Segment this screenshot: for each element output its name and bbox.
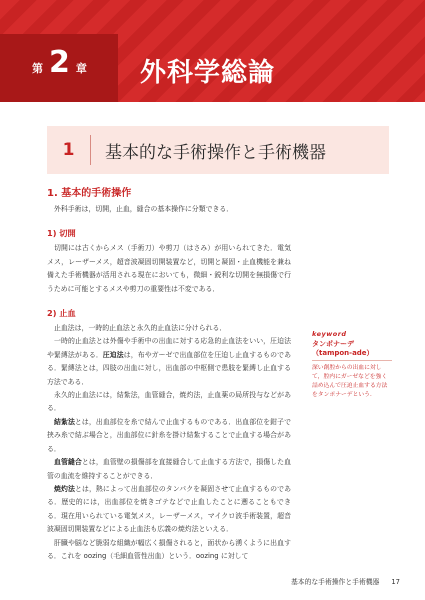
vessel-suture-paragraph bbox=[47, 456, 291, 483]
compression-text: は，布やガーゼで出血部位を圧迫し止血するものである．緊縛法とは，四肢の出血に対し，出血部の中枢側で患肢を緊縛し止血する方法である． bbox=[47, 350, 291, 386]
subheading-incision: 1) 切開 bbox=[47, 228, 76, 239]
ligation-paragraph bbox=[47, 416, 291, 456]
section-number: 1 bbox=[47, 135, 91, 165]
keyword-description: 深い創腔からの出血に対して，腔内にガーゼなどを強く詰め込んで圧迫止血する方法をタンポナーデという． bbox=[312, 365, 388, 398]
chapter-suffix: 章 bbox=[75, 62, 87, 75]
heading-basic-operations: 1. 基本的手術操作 bbox=[47, 188, 132, 199]
ligation-text: とは，出血部位を糸で結んで止血するものである．出血部位を鉗子で挟み糸で結ぶ場合と，出血部位に針糸を掛け結紮することで止血する場合がある． bbox=[47, 417, 292, 453]
incision-paragraph: 切開には古くからメス（手術刀）や剪刀（はさみ）が用いられてきた．電気メス，レーザーメス，超音波凝固切開装置など，切開と凝固・止血機能を兼ね備えた手術機器が活用される現在においても，微細・鋭利な切開を無損傷で行うために可能とするメスや剪刀の重要性は不変である． bbox=[47, 244, 291, 293]
cauterization-text: とは，熱によって出血部位のタンパクを凝固させて止血するものである．歴史的には，出血部位を焼きゴテなどで止血したことに遡ることもできる．現在用いられている電気メス，レーザーメス，マイクロ波手術装置，超音波凝固切開装置などによる止血法も広義の焼灼法といえる． bbox=[47, 484, 292, 534]
chapter-number-tab bbox=[0, 34, 118, 102]
section-header bbox=[47, 126, 389, 174]
keyword-label: keyword bbox=[312, 330, 347, 338]
hemostasis-paragraph-3: 永久的止血法には，結紮法，血管縫合，焼灼法，止血薬の局所投与などがある． bbox=[47, 391, 291, 413]
chapter-title: 外科学総論 bbox=[140, 58, 276, 88]
oozing-paragraph: 肝臓や脳など脆弱な組織が幅広く損傷されると，面状から湧くように出血する．これを oozing（毛細血管性出血）という．oozing に対して bbox=[47, 538, 291, 560]
keyword-term: タンポナーデ（tampon-ade） bbox=[312, 340, 392, 361]
section-title: 基本的な手術操作と手術機器 bbox=[105, 142, 326, 163]
vessel-suture-term: 血管縫合 bbox=[54, 458, 82, 467]
compression-term: 圧迫法 bbox=[102, 350, 124, 359]
footer-title: 基本的な手術操作と手術機器 bbox=[290, 578, 380, 586]
page-number: 17 bbox=[391, 578, 400, 586]
hemostasis-paragraph-1: 止血法は，一時的止血法と永久的止血法に分けられる． bbox=[54, 324, 227, 333]
intro-paragraph: 外科手術は，切開，止血，縫合の基本操作に分類できる． bbox=[54, 205, 234, 213]
temporary-hemostasis-text: 一時的止血法とは外傷や手術中の出血に対する応急的止血法をいい，圧迫法や緊縛法がある． bbox=[47, 337, 291, 359]
subheading-hemostasis: 2) 止血 bbox=[47, 308, 76, 319]
main-column bbox=[47, 182, 291, 563]
page-footer bbox=[0, 576, 400, 586]
chapter-number: 2 bbox=[49, 45, 70, 80]
chapter-banner bbox=[0, 0, 425, 102]
vessel-suture-text: とは，血管壁の損傷部を直接縫合して止血する方法で，損傷した血管の血流を維持することができる． bbox=[47, 458, 292, 480]
chapter-prefix: 第 bbox=[32, 62, 43, 75]
cauterization-paragraph bbox=[47, 483, 291, 537]
ligation-term: 結紮法 bbox=[54, 417, 75, 426]
keyword-sidebar bbox=[312, 330, 392, 400]
cauterization-term: 焼灼法 bbox=[54, 484, 75, 493]
hemostasis-paragraph-2 bbox=[47, 335, 291, 389]
